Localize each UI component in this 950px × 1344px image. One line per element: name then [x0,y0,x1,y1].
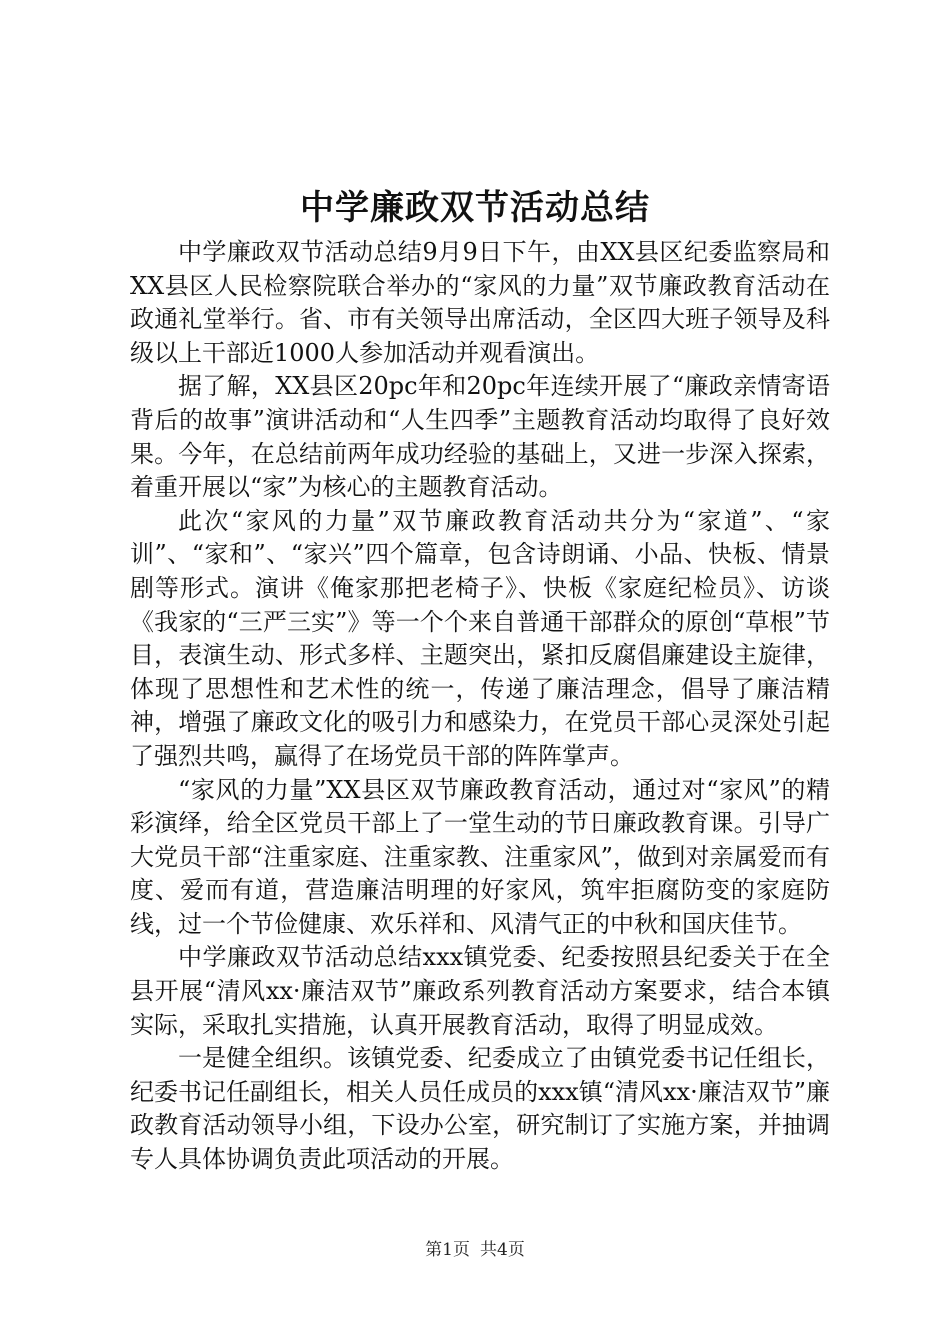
document-title: 中学廉政双节活动总结 [300,188,650,228]
document-body [130,236,830,1177]
paragraph: “家风的力量”XX县区双节廉政教育活动，通过对“家风”的精彩演绎，给全区党员干部上了一堂生动的节日廉政教育课。引导广大党员干部“注重家庭、注重家教、注重家风”，做到对亲属爱而有度、爱而有道，营造廉洁明理的好家风，筑牢拒腐防变的家庭防线，过一个节俭健康、欢乐祥和、风清气正的中秋和国庆佳节。 [130,775,830,938]
paragraph: 此次“家风的力量”双节廉政教育活动共分为“家道”、“家训”、“家和”、“家兴”四个篇章，包含诗朗诵、小品、快板、情景剧等形式。演讲《俺家那把老椅子》、快板《家庭纪检员》、访谈《我家的“三严三实”》等一个个来自普通干部群众的原创“草根”节目，表演生动、形式多样、主题突出，紧扣反腐倡廉建设主旋律，体现了思想性和艺术性的统一，传递了廉洁理念，倡导了廉洁精神，增强了廉政文化的吸引力和感染力，在党员干部心灵深处引起了强烈共鸣，赢得了在场党员干部的阵阵掌声。 [130,506,830,770]
paragraph: 中学廉政双节活动总结xxx镇党委、纪委按照县纪委关于在全县开展“清风xx·廉洁双节”廉政系列教育活动方案要求，结合本镇实际，采取扎实措施，认真开展教育活动，取得了明显成效。 [130,943,830,1039]
page-number: 第1页 [425,1240,470,1260]
page-total: 共4页 [480,1240,525,1260]
page-footer [0,1238,950,1262]
paragraph: 一是健全组织。该镇党委、纪委成立了由镇党委书记任组长，纪委书记任副组长，相关人员任成员的xxx镇“清风xx·廉洁双节”廉政教育活动领导小组，下设办公室，研究制订了实施方案，并抽调专人具体协调负责此项活动的开展。 [130,1044,830,1174]
paragraph: 据了解，XX县区20pc年和20pc年连续开展了“廉政亲情寄语背后的故事”演讲活动和“人生四季”主题教育活动均取得了良好效果。今年，在总结前两年成功经验的基础上，又进一步深入探索，着重开展以“家”为核心的主题教育活动。 [130,372,830,502]
paragraph: 中学廉政双节活动总结9月9日下午，由XX县区纪委监察局和XX县区人民检察院联合举办的“家风的力量”双节廉政教育活动在政通礼堂举行。省、市有关领导出席活动，全区四大班子领导及科级以上干部近1000人参加活动并观看演出。 [130,238,830,367]
